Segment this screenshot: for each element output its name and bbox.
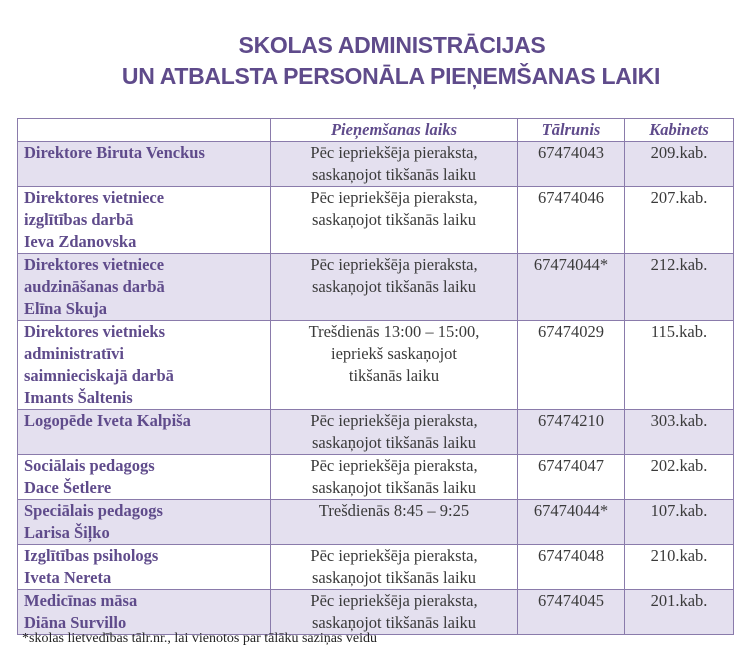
table-row [18, 254, 734, 321]
reception-time: saskaņojot tikšanās laiku [311, 277, 477, 296]
reception-time-cell [271, 410, 518, 455]
staff-name: Larisa Šiļko [24, 523, 110, 542]
reception-time: saskaņojot tikšanās laiku [311, 433, 477, 452]
phone-cell: 67474043 [518, 142, 625, 187]
staff-title: Izglītības psihologs [24, 546, 159, 565]
staff-name-cell [18, 455, 271, 500]
reception-time: Pēc iepriekšēja pieraksta, [310, 143, 478, 162]
reception-time: iepriekš saskaņojot [330, 344, 457, 363]
header-phone: Tālrunis [518, 119, 625, 142]
staff-name-cell [18, 187, 271, 254]
title-line-1: SKOLAS ADMINISTRĀCIJAS [238, 32, 546, 58]
reception-time: Pēc iepriekšēja pieraksta, [310, 456, 478, 475]
reception-time-cell [271, 254, 518, 321]
table-row [18, 545, 734, 590]
room-cell: 115.kab. [625, 321, 734, 410]
table-row [18, 321, 734, 410]
reception-time-cell [271, 187, 518, 254]
reception-time-cell [271, 545, 518, 590]
staff-title: Medicīnas māsa [24, 591, 138, 610]
reception-time-cell [271, 500, 518, 545]
staff-title: audzināšanas darbā [24, 277, 165, 296]
room-cell: 209.kab. [625, 142, 734, 187]
table-row [18, 500, 734, 545]
reception-time: saskaņojot tikšanās laiku [311, 568, 477, 587]
reception-time-cell [271, 142, 518, 187]
reception-time: Trešdienās 8:45 – 9:25 [318, 501, 470, 520]
staff-title: Speciālais pedagogs [24, 501, 163, 520]
footnote: *skolas lietvedības tālr.nr., lai vienotos par tālāku saziņas veidu [22, 631, 377, 646]
phone-cell: 67474044* [518, 500, 625, 545]
table-row [18, 187, 734, 254]
staff-name-cell [18, 142, 271, 187]
staff-title: izglītības darbā [24, 210, 134, 229]
reception-time: Pēc iepriekšēja pieraksta, [310, 591, 478, 610]
room-cell: 107.kab. [625, 500, 734, 545]
reception-time: Pēc iepriekšēja pieraksta, [310, 546, 478, 565]
staff-name-cell [18, 254, 271, 321]
staff-name: Elīna Skuja [24, 299, 107, 318]
reception-time: Trešdienās 13:00 – 15:00, [308, 322, 480, 341]
phone-cell: 67474046 [518, 187, 625, 254]
header-name [18, 119, 271, 142]
staff-name-cell [18, 545, 271, 590]
room-cell: 210.kab. [625, 545, 734, 590]
reception-time: saskaņojot tikšanās laiku [311, 210, 477, 229]
room-cell: 207.kab. [625, 187, 734, 254]
page-title [0, 30, 754, 92]
reception-time-cell [271, 455, 518, 500]
staff-name: Ieva Zdanovska [24, 232, 137, 251]
room-cell: 201.kab. [625, 590, 734, 635]
table-row [18, 455, 734, 500]
reception-time: saskaņojot tikšanās laiku [311, 478, 477, 497]
staff-title: Direktores vietnieks [24, 322, 165, 341]
table-row [18, 142, 734, 187]
staff-title: saimnieciskajā darbā [24, 366, 174, 385]
room-cell: 303.kab. [625, 410, 734, 455]
title-line-2: UN ATBALSTA PERSONĀLA PIEŅEMŠANAS LAIKI [121, 63, 661, 89]
staff-title: administratīvi [24, 344, 124, 363]
staff-title: Sociālais pedagogs [24, 456, 155, 475]
phone-cell: 67474048 [518, 545, 625, 590]
phone-cell: 67474029 [518, 321, 625, 410]
room-cell: 202.kab. [625, 455, 734, 500]
phone-cell: 67474210 [518, 410, 625, 455]
header-room: Kabinets [625, 119, 734, 142]
reception-time: Pēc iepriekšēja pieraksta, [310, 188, 478, 207]
staff-name: Imants Šaltenis [24, 388, 133, 407]
staff-name: Dace Šetlere [24, 478, 112, 497]
table-header-row [18, 119, 734, 142]
phone-cell: 67474045 [518, 590, 625, 635]
staff-name: Direktore Biruta Venckus [24, 143, 205, 162]
staff-name: Logopēde Iveta Kalpiša [24, 411, 191, 430]
reception-time: Pēc iepriekšēja pieraksta, [310, 411, 478, 430]
header-time: Pieņemšanas laiks [271, 119, 518, 142]
reception-time-cell [271, 321, 518, 410]
room-cell: 212.kab. [625, 254, 734, 321]
phone-cell: 67474047 [518, 455, 625, 500]
reception-time: saskaņojot tikšanās laiku [311, 165, 477, 184]
staff-title: Direktores vietniece [24, 255, 165, 274]
phone-cell: 67474044* [518, 254, 625, 321]
table-row [18, 410, 734, 455]
staff-name-cell [18, 590, 271, 635]
reception-time-cell [271, 590, 518, 635]
table-row [18, 590, 734, 635]
staff-title: Direktores vietniece [24, 188, 165, 207]
reception-time: Pēc iepriekšēja pieraksta, [310, 255, 478, 274]
staff-name-cell [18, 410, 271, 455]
reception-time: tikšanās laiku [348, 366, 440, 385]
reception-hours-table [17, 118, 734, 635]
reception-time: saskaņojot tikšanās laiku [311, 613, 477, 632]
staff-name-cell [18, 321, 271, 410]
staff-name: Iveta Nereta [24, 568, 112, 587]
staff-name-cell [18, 500, 271, 545]
staff-name: Diāna Survillo [24, 613, 127, 632]
